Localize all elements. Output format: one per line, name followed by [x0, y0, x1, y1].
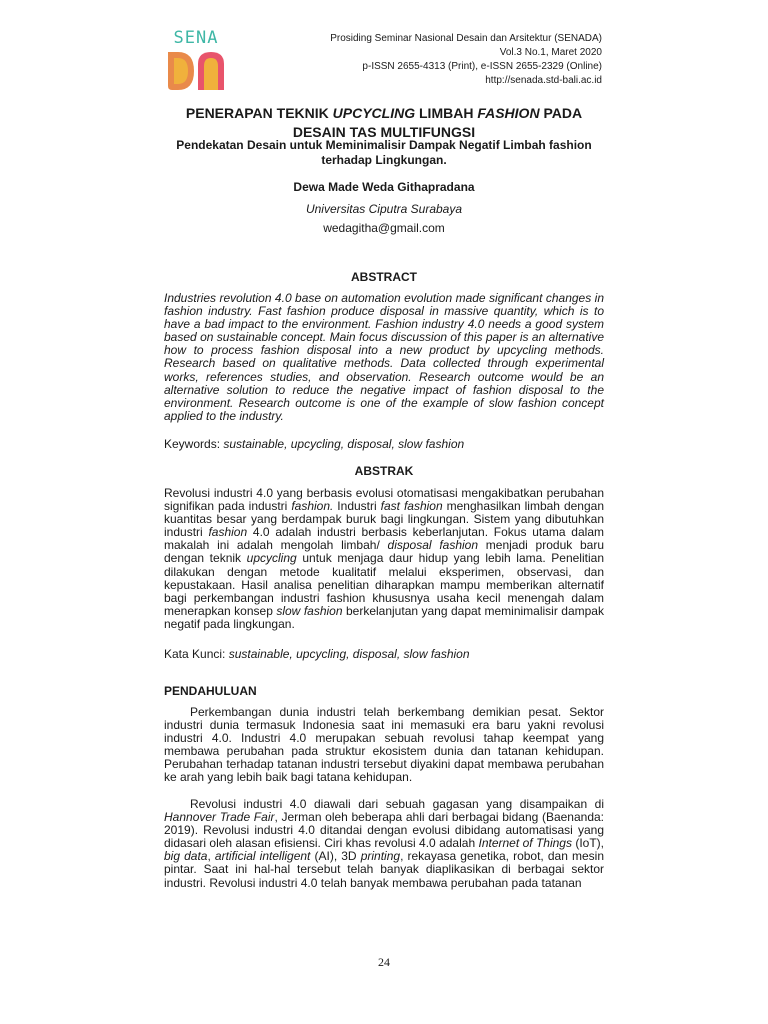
author-name: Dewa Made Weda Githapradana [293, 180, 475, 194]
senada-logo [164, 28, 234, 98]
journal-name: Prosiding Seminar Nasional Desain dan Arsitektur (SENADA) [330, 33, 602, 44]
page-number: 24 [378, 955, 390, 969]
abstrak-text: Revolusi industri 4.0 yang berbasis evolusi otomatisasi mengakibatkan perubahan signifikan pada industri fashion. Industri fast fashion menghasilkan limbah dengan kuantitas besar yang berdampak buruk bagi lingkungan. Sistem yang dibutuhkan industri fashion 4.0 adalah industri berbasis keberlanjutan. Fokus utama dalam makalah ini adalah mengolah limbah/ disposal fashion menjadi produk baru dengan teknik upcycling untuk menjaga daur hidup yang lebih lama. Penelitian dilakukan dengan metode kualitatif melalui eksperimen, observasi, dan kepustakaan. Hasil analisa penelitian diharapkan mampu memberikan alternatif bagi perkembangan industri fashion khususnya usaha kecil menengah dalam menerapkan konsep slow fashion berkelanjutan yang dapat meminimalisir dampak negatif pada lingkungan. [164, 486, 605, 631]
abstrak-keywords: Kata Kunci: sustainable, upcycling, disposal, slow fashion [164, 647, 470, 661]
author-email: wedagitha@gmail.com [323, 221, 445, 235]
logo-mark-icon [164, 28, 234, 98]
intro-heading: PENDAHULUAN [164, 684, 257, 698]
abstract-keywords: Keywords: sustainable, upcycling, disposal, slow fashion [164, 437, 465, 451]
logo-wordmark: SENA [173, 28, 219, 48]
author-affiliation: Universitas Ciputra Surabaya [305, 202, 463, 216]
paper-subtitle: Pendekatan Desain untuk Meminimalisir Dampak Negatif Limbah fashion terhadap Lingkungan. [176, 138, 592, 167]
abstract-heading: ABSTRACT [351, 270, 417, 284]
abstract-text: Industries revolution 4.0 base on automation evolution made significant changes in fashion industry. Fast fashion produce disposal in massive quantity, which is to have a bad impact to the environment. Fashion industry 4.0 needs a good system based on sustainable concept. Main focus discussion of this paper is an alternative how to process fashion disposal into a new product by upcycling methods. Research based on qualitative methods. Data collected through experimental works, references studies, and observation. Research outcome would be an alternative solution to reduce the negative impact of fashion disposal to the environment. Research outcome is one of the example of slow fashion concept applied to the industry. [164, 291, 604, 423]
journal-url: http://senada.std-bali.ac.id [485, 75, 602, 86]
abstrak-heading: ABSTRAK [354, 464, 414, 478]
intro-paragraph-2: Revolusi industri 4.0 diawali dari sebuah gagasan yang disampaikan di Hannover Trade Fair, Jerman oleh beberapa ahli dari berbagai bidang (Baenanda: 2019). Revolusi industri 4.0 ditandai dengan evolusi dibidang automatisasi yang didasari oleh alasan efisiensi. Ciri khas revolusi 4.0 adalah Internet of Things (IoT), big data, artificial intelligent (AI), 3D printing, rekayasa genetika, robot, dan mesin pintar. Saat ini hal-hal tersebut telah banyak diaplikasikan di berbagai sektor industri. Revolusi industri 4.0 telah banyak membawa perubahan pada tatanan [164, 797, 605, 890]
intro-paragraph-1: Perkembangan dunia industri telah berkembang demikian pesat. Sektor industri dunia termasuk Indonesia saat ini memasuki era baru yakni revolusi industri 4.0. Industri 4.0 merupakan sebuah revolusi tahap keempat yang membawa perubahan pada struktur ekosistem dunia dan tatanan kehidupan. Perubahan terhadap tatanan industri tersebut diyakini dapat membawa perubahan ke arah yang lebih baik bagi tatana kehidupan. [164, 705, 604, 785]
paper-title: PENERAPAN TEKNIK UPCYCLING LIMBAH FASHION PADA DESAIN TAS MULTIFUNGSI [185, 105, 583, 140]
journal-header [330, 32, 602, 88]
journal-issn: p-ISSN 2655-4313 (Print), e-ISSN 2655-2329 (Online) [362, 61, 602, 72]
journal-volume: Vol.3 No.1, Maret 2020 [499, 47, 602, 58]
